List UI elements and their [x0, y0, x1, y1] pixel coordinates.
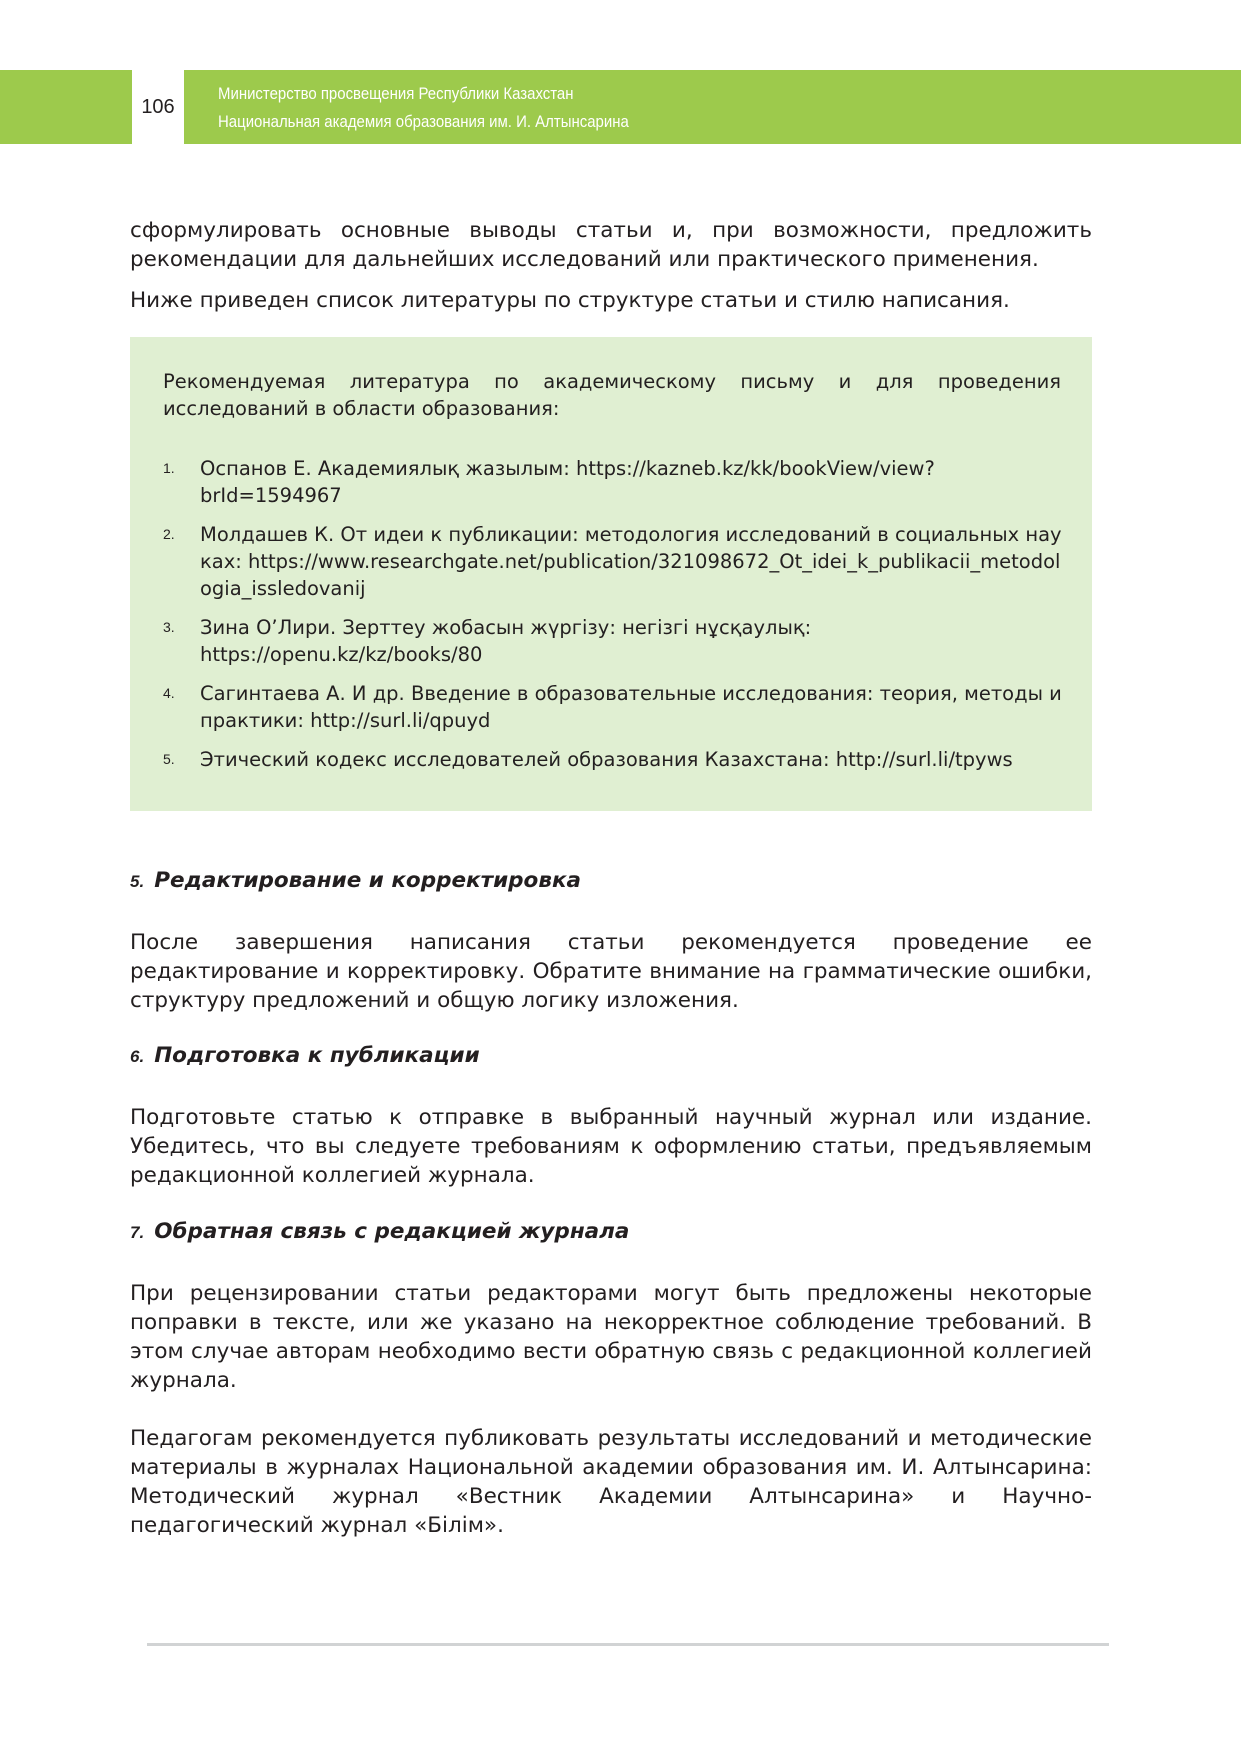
section-body [130, 1279, 1092, 1540]
section-heading [130, 1043, 480, 1068]
section-number: 6. [130, 1047, 145, 1066]
section-heading [130, 868, 581, 893]
literature-item [130, 614, 1092, 668]
literature-item [130, 746, 1092, 773]
literature-text: Молдашев К. От идеи к публикации: методология исследований в социальных науках: https://www.researchgate.net/publication/321098672_Ot_idei_k_publikacii_metodologia_issledovanij [200, 523, 1062, 600]
section-number: 7. [130, 1223, 145, 1242]
paragraph: При рецензировании статьи редакторами могут быть предложены некоторые поправки в тексте, или же указано на некорректное соблюдение требований. В этом случае авторам необходимо вести обратную связь с редакционной коллегией журнала. [130, 1281, 1092, 1393]
section-heading [130, 1219, 629, 1244]
section-number: 5. [130, 872, 145, 891]
section-body [130, 1103, 1092, 1190]
footer-divider [147, 1643, 1109, 1646]
section-title: Подготовка к публикации [154, 1043, 480, 1068]
paragraph: Педагогам рекомендуется публиковать результаты исследований и методические материалы в журналах Национальной академии образования им. И. Алтынсарина: Методический журнал «Вестник Академии Алтынсарина» и Научно-педагогический журнал «Білім». [130, 1426, 1092, 1538]
literature-text: Зина О’Лири. Зерттеу жобасын жүргізу: негізгі нұсқаулық: https://openu.kz/kz/books/80 [200, 616, 812, 666]
list-number: 3. [163, 619, 175, 635]
paragraph: сформулировать основные выводы статьи и, при возможности, предложить рекомендации для дальнейших исследований или практического применения. [130, 218, 1092, 272]
literature-text: Этический кодекс исследователей образования Казахстана: http://surl.li/tpyws [200, 748, 1013, 771]
literature-intro: Рекомендуемая литература по академическому письму и для проведения исследований в области образования: [163, 370, 1061, 420]
list-number: 4. [163, 685, 175, 701]
header-text [218, 80, 629, 136]
academy-title: Национальная академия образования им. И. Алтынсарина [218, 112, 629, 131]
ministry-title: Министерство просвещения Республики Казахстан [218, 84, 574, 103]
paragraph: Подготовьте статью к отправке в выбранный научный журнал или издание. Убедитесь, что вы следуете требованиям к оформлению статьи, предъявляемым редакционной коллегией журнала. [130, 1105, 1092, 1188]
page-number: 106 [132, 70, 184, 144]
section-title: Обратная связь с редакцией журнала [154, 1219, 630, 1244]
paragraph: После завершения написания статьи рекомендуется проведение ее редактирование и корректировку. Обратите внимание на грамматические ошибки, структуру предложений и общую логику изложения. [130, 930, 1092, 1013]
literature-text: Оспанов Е. Академиялық жазылым: https://kazneb.kz/kk/bookView/view?brId=1594967 [200, 457, 935, 507]
section-body [130, 928, 1092, 1015]
literature-item [130, 455, 1092, 509]
section-title: Редактирование и корректировка [154, 868, 582, 893]
list-number: 2. [163, 526, 175, 542]
list-number: 1. [163, 460, 175, 476]
literature-box [130, 337, 1092, 811]
paragraph: Ниже приведен список литературы по структуре статьи и стилю написания. [130, 288, 1010, 313]
list-number: 5. [163, 751, 175, 767]
literature-item [130, 680, 1092, 734]
intro-paragraphs [130, 216, 1092, 315]
literature-item [130, 521, 1092, 602]
literature-text: Сагинтаева А. И др. Введение в образовательные исследования: теория, методы и практики: http://surl.li/qpuyd [200, 682, 1062, 732]
literature-list [130, 455, 1092, 785]
